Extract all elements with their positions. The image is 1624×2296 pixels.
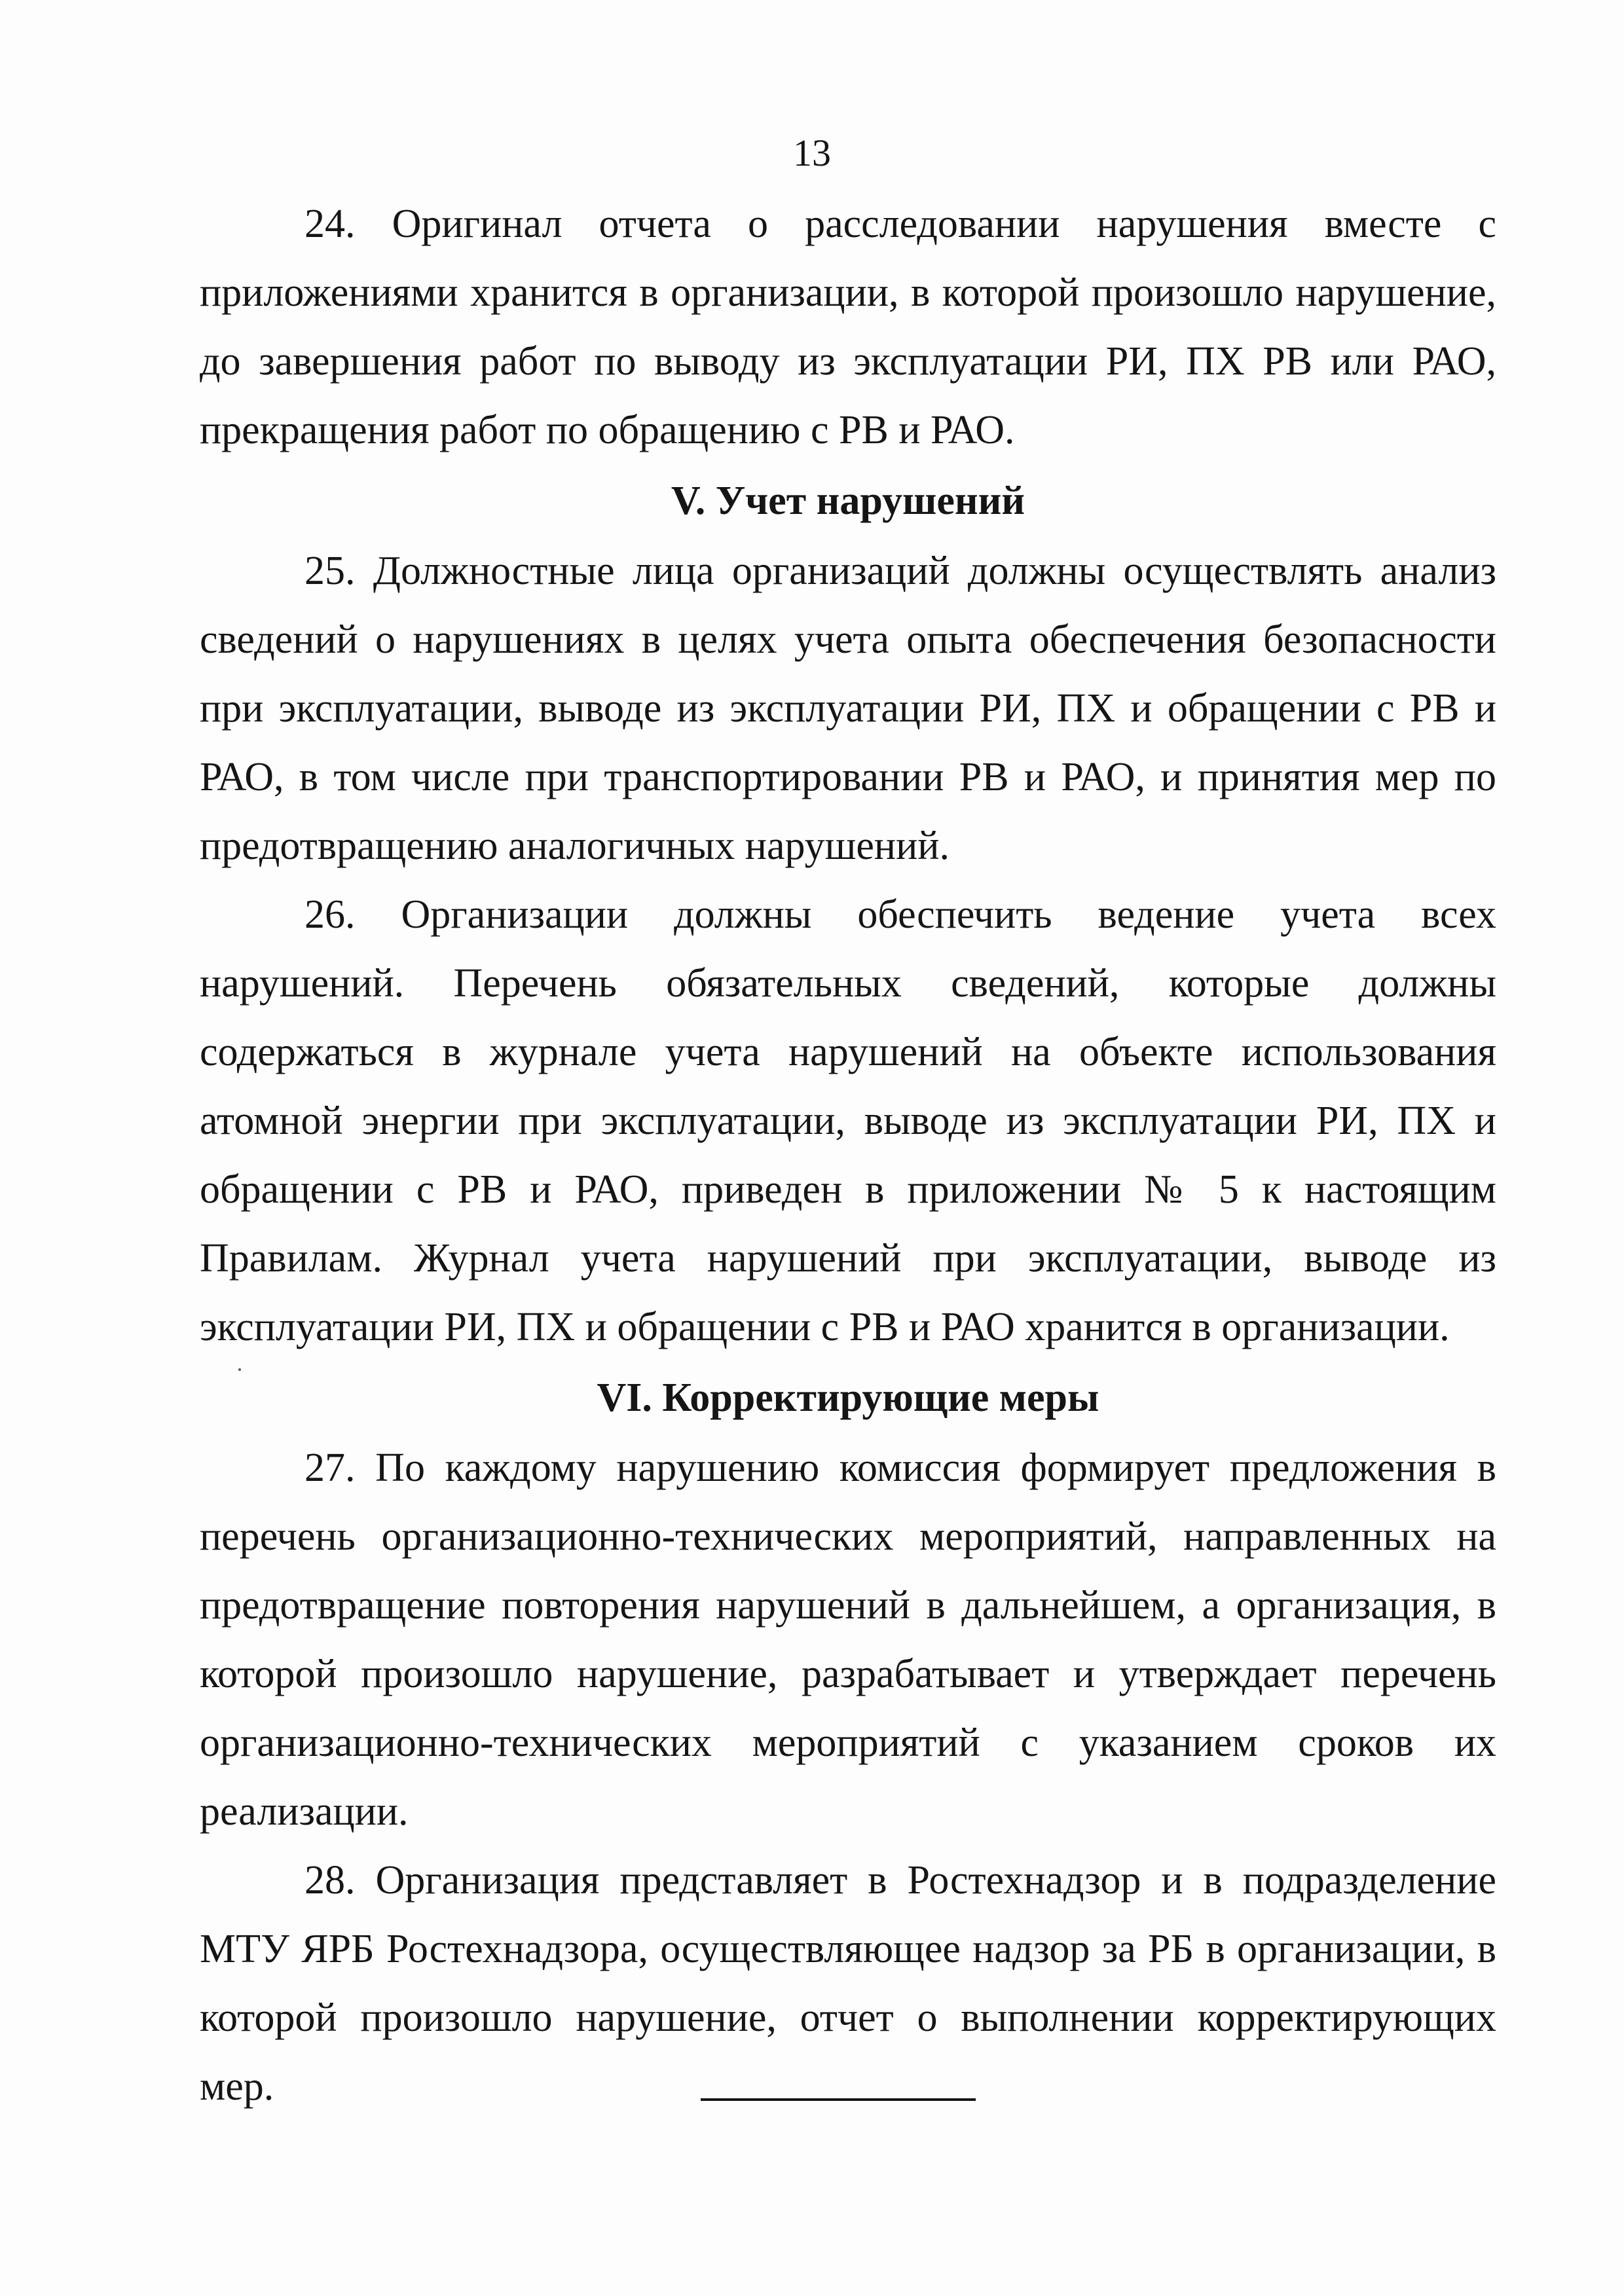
paragraph-25: 25. Должностные лица организаций должны осуществлять анализ сведений о нарушениях в целях учета опыта обеспечения безопасности при эксплуатации, выводе из эксплуатации РИ, ПХ и обращении с РВ и РАО, в том числе при транспортировании РВ и РАО, и принятия мер по предотвращению аналогичных нарушений. [200, 549, 1496, 868]
scan-speck [238, 1368, 241, 1371]
document-body [200, 190, 1496, 2121]
section-heading-v: V. Учет нарушений [671, 479, 1025, 523]
section-heading-vi: VI. Корректирующие меры [597, 1376, 1099, 1420]
paragraph-28: 28. Организация представляет в Ростехнадзор и в подразделение МТУ ЯРБ Ростехнадзора, осуществляющее надзор за РБ в организации, в которой произошло нарушение, отчет о выполнении корректирующих мер. [200, 1858, 1496, 2109]
end-of-text-rule [701, 2098, 976, 2101]
paragraph-27: 27. По каждому нарушению комиссия формирует предложения в перечень организационно-технических мероприятий, направленных на предотвращение повторения нарушений в дальнейшем, а организация, в которой произошло нарушение, разрабатывает и утверждает перечень организационно-технических мероприятий с указанием сроков их реализации. [200, 1446, 1496, 1834]
paragraph-24: 24. Оригинал отчета о расследовании нарушения вместе с приложениями хранится в организации, в которой произошло нарушение, до завершения работ по выводу из эксплуатации РИ, ПХ РВ или РАО, прекращения работ по обращению с РВ и РАО. [200, 202, 1496, 452]
page-number: 13 [793, 132, 831, 174]
paragraph-26: 26. Организации должны обеспечить ведение учета всех нарушений. Перечень обязательных сведений, которые должны содержаться в журнале учета нарушений на объекте использования атомной энергии при эксплуатации, выводе из эксплуатации РИ, ПХ и обращении с РВ и РАО, приведен в приложении № 5 к настоящим Правилам. Журнал учета нарушений при эксплуатации, выводе из эксплуатации РИ, ПХ и обращении с РВ и РАО хранится в организации. [200, 892, 1496, 1349]
